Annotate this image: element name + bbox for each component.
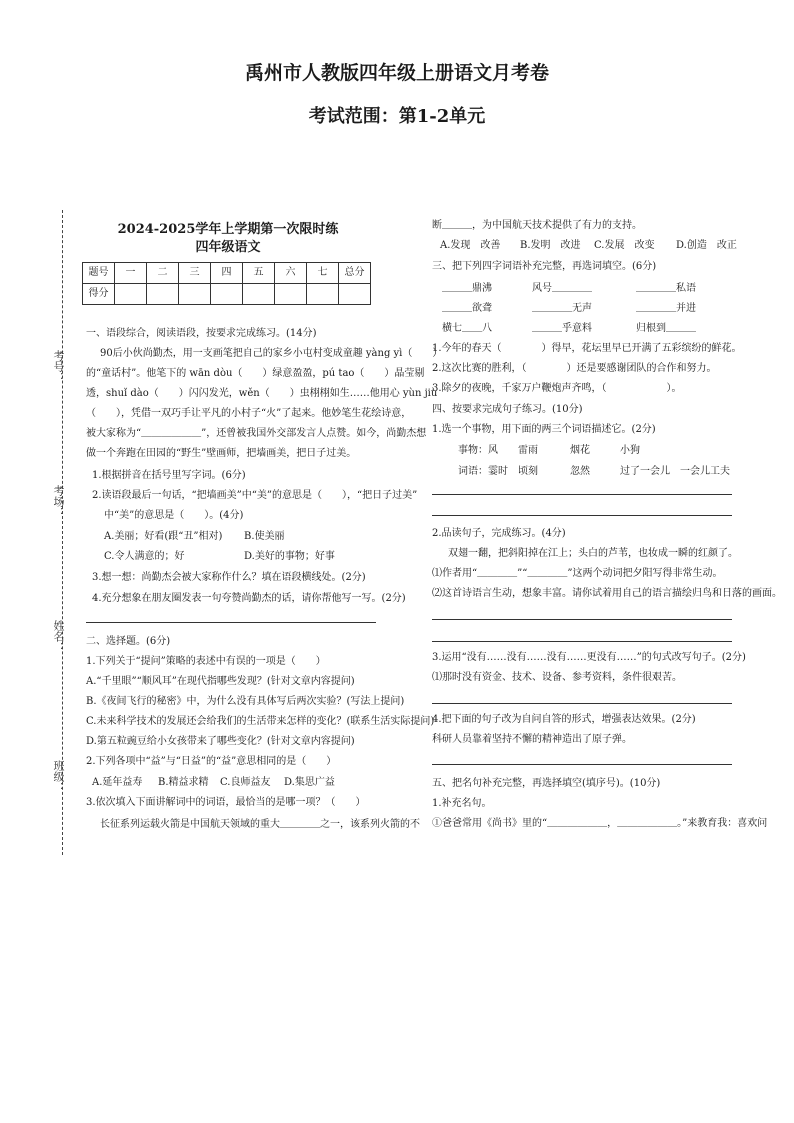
table-header: 一 [115,263,147,284]
binding-line [62,210,63,855]
score-table-score-row [83,284,371,305]
answer-line[interactable] [432,515,732,516]
idiom-blank: ＿＿＿＿并进 [636,303,696,314]
idiom-blank: ＿＿＿鼎沸 [442,283,492,294]
passage-line: 透，shuǐ dào（ ）闪闪发光，wěn（ ）虫栩栩如生……他用心 yùn jiù [86,388,438,399]
idiom-blank: ＿＿＿欲聋 [442,303,492,314]
option-a: A.发现 改善 [440,240,501,251]
passage-line: 长征系列运载火箭是中国航天领域的重大＿＿＿＿之一，该系列火箭的不 [100,819,420,830]
option-c: C.良师益友 [220,777,271,788]
question-4-2: 2.品读句子，完成练习。(4分) [432,528,566,539]
score-cell[interactable] [179,284,211,305]
option-c: C.发展 改变 [594,240,655,251]
passage-line: 被大家称为“＿＿＿＿＿＿”，还曾被我国外交部发言人点赞。如今，尚勤杰想 [86,428,427,439]
score-cell[interactable] [275,284,307,305]
thing-option: 雷雨 [518,445,538,456]
idiom-blank: 风号＿＿＿＿ [532,283,592,294]
question-3-3: 3.除夕的夜晚，千家万户鞭炮声齐鸣，（ ）。 [432,383,682,394]
word-option: 一会儿工夫 [680,466,730,477]
score-table [82,262,371,305]
answer-line[interactable] [432,619,732,620]
option-a: A.延年益寿 [92,777,143,788]
option-a: A.“千里眼”“顺风耳”在现代指哪些发现？(针对文章内容提问) [86,676,355,687]
answer-line[interactable] [432,764,732,765]
table-header: 七 [307,263,339,284]
exam-scope: 考试范围：第1-2单元 [308,106,486,127]
answer-line[interactable] [86,622,376,623]
answer-line[interactable] [432,703,732,704]
option-d: D.集思广益 [284,777,335,788]
question-4-2-1: ⑴作者用“＿＿＿＿”“＿＿＿＿”这两个动词把夕阳写得非常生动。 [432,568,723,579]
idiom-blank: ＿＿＿＿无声 [532,303,592,314]
option-d: D.第五粒豌豆给小女孩带来了哪些变化？(针对文章内容提问) [86,736,355,747]
passage-line: 做一个奔跑在田园的“野生”壁画师，把墙画美，把日子过美。 [86,448,357,459]
question-1-3: 3.想一想：尚勤杰会被大家称作什么？填在语段横线处。(2分) [92,572,366,583]
side-label-name: 姓名： [52,620,65,653]
question-4-3-sentence: ⑴那时没有资金、技术、设备、参考资料，条件很艰苦。 [432,672,682,683]
score-cell[interactable] [339,284,371,305]
question-2-1: 1.下列关于“提问”策略的表述中有误的一项是（ ） [86,656,326,667]
answer-line[interactable] [432,641,732,642]
question-4-2-2: ⑵这首诗语言生动，想象丰富。请你试着用自己的语言描绘归鸟和日落的画面。 [432,588,782,599]
passage-line: 的“童话村”。他笔下的 wān dòu（ ）绿意盈盈，pú tao（ ）晶莹剔 [86,368,425,379]
things-label: 事物：风 [458,445,498,456]
idiom-blank: 归根到＿＿＿ [636,323,696,334]
side-label-exam-number: 考号： [52,350,65,383]
score-cell[interactable] [307,284,339,305]
idiom-blank: ＿＿＿乎意料 [532,323,592,334]
side-label-class: 班级： [52,760,65,793]
option-d: D.创造 改正 [676,240,737,251]
thing-option: 小狗 [620,445,640,456]
option-b: B.发明 改进 [520,240,581,251]
table-header: 总分 [339,263,371,284]
question-4-1: 1.选一个事物，用下面的两三个词语描述它。(2分) [432,424,656,435]
idiom-blank: 横七＿＿八 [442,323,492,334]
passage-line: 断＿＿＿，为中国航天技术提供了有力的支持。 [432,220,642,231]
score-table-header-row [83,263,371,284]
table-header: 五 [243,263,275,284]
passage-line: 90后小伙尚勤杰，用一支画笔把自己的家乡小屯村变成童趣 yàng yì（ ） [100,348,443,359]
section-1-heading: 一、语段综合，阅读语段，按要求完成练习。(14分) [86,328,317,339]
word-option: 顷刻 [518,466,538,477]
document-title: 禹州市人教版四年级上册语文月考卷 [244,62,549,84]
poem-line: 双翅一翻，把斜阳掉在江上；头白的芦苇，也妆成一瞬的红颜了。 [448,548,738,559]
option-c: C.令人满意的；好 [104,551,185,562]
section-3-heading: 三、把下列四字词语补充完整，再选词填空。(6分) [432,261,657,272]
score-label: 得分 [83,284,115,305]
option-b: B.《夜间飞行的秘密》中，为什么没有具体写后两次实验？(写法上提问) [86,696,405,707]
question-1-1: 1.根据拼音在括号里写字词。(6分) [92,470,246,481]
question-2-3: 3.依次填入下面讲解词中的词语，最恰当的是哪一项？（ ） [86,797,366,808]
question-1-4: 4.充分想象在朋友圈发表一句夸赞尚勤杰的话，请你帮他写一写。(2分) [92,593,406,604]
score-cell[interactable] [211,284,243,305]
option-d: D.美好的事物；好事 [244,551,335,562]
thing-option: 烟花 [570,445,590,456]
table-header: 六 [275,263,307,284]
side-label-exam-room: 考场： [52,485,65,518]
word-option: 过了一会儿 [620,466,670,477]
score-cell[interactable] [147,284,179,305]
table-header: 三 [179,263,211,284]
table-header: 二 [147,263,179,284]
option-b: B.精益求精 [158,777,209,788]
section-5-heading: 五、把名句补充完整，再选择填空(填序号)。(10分) [432,778,661,789]
question-1-2: 2.读语段最后一句话，“把墙画美”中“美”的意思是（ ），“把日子过美” [92,490,418,501]
question-1-2-cont: 中“美”的意思是（ ）。(4分) [104,510,244,521]
question-2-2: 2.下列各项中“益”与“日益”的“益”意思相同的是（ ） [86,756,337,767]
question-5-1-sentence: ①爸爸常用《尚书》里的“＿＿＿＿＿＿，＿＿＿＿＿＿。”来教育我：喜欢问 [432,818,768,829]
passage-line: （ ），凭借一双巧手让平凡的小村子“火”了起来。他妙笔生花绘诗意， [86,408,412,419]
paper-title: 2024-2025学年上学期第一次限时练 [117,222,339,237]
idiom-blank: ＿＿＿＿私语 [636,283,696,294]
word-option: 忽然 [570,466,590,477]
words-label: 词语：霎时 [458,466,508,477]
table-header: 题号 [83,263,115,284]
score-cell[interactable] [243,284,275,305]
paper-subject: 四年级语文 [195,240,261,255]
table-header: 四 [211,263,243,284]
section-2-heading: 二、选择题。(6分) [86,636,171,647]
question-5-1: 1.补充名句。 [432,798,492,809]
question-4-4: 4.把下面的句子改为自问自答的形式，增强表达效果。(2分) [432,714,696,725]
question-4-3: 3.运用“没有……没有……没有……更没有……”的句式改写句子。(2分) [432,652,746,663]
option-b: B.使美丽 [244,531,285,542]
option-a: A.美丽；好看(跟“丑”相对) [104,531,223,542]
question-3-2: 2.这次比赛的胜利，（ ）还是要感谢团队的合作和努力。 [432,363,717,374]
score-cell[interactable] [115,284,147,305]
question-4-4-sentence: 科研人员靠着坚持不懈的精神造出了原子弹。 [432,734,632,745]
answer-line[interactable] [432,494,732,495]
section-4-heading: 四、按要求完成句子练习。(10分) [432,404,583,415]
question-3-1: 1.今年的春天（ ）得早，花坛里早已开满了五彩缤纷的鲜花。 [432,343,742,354]
option-c: C.未来科学技术的发展还会给我们的生活带来怎样的变化？(联系生活实际提问) [86,716,435,727]
